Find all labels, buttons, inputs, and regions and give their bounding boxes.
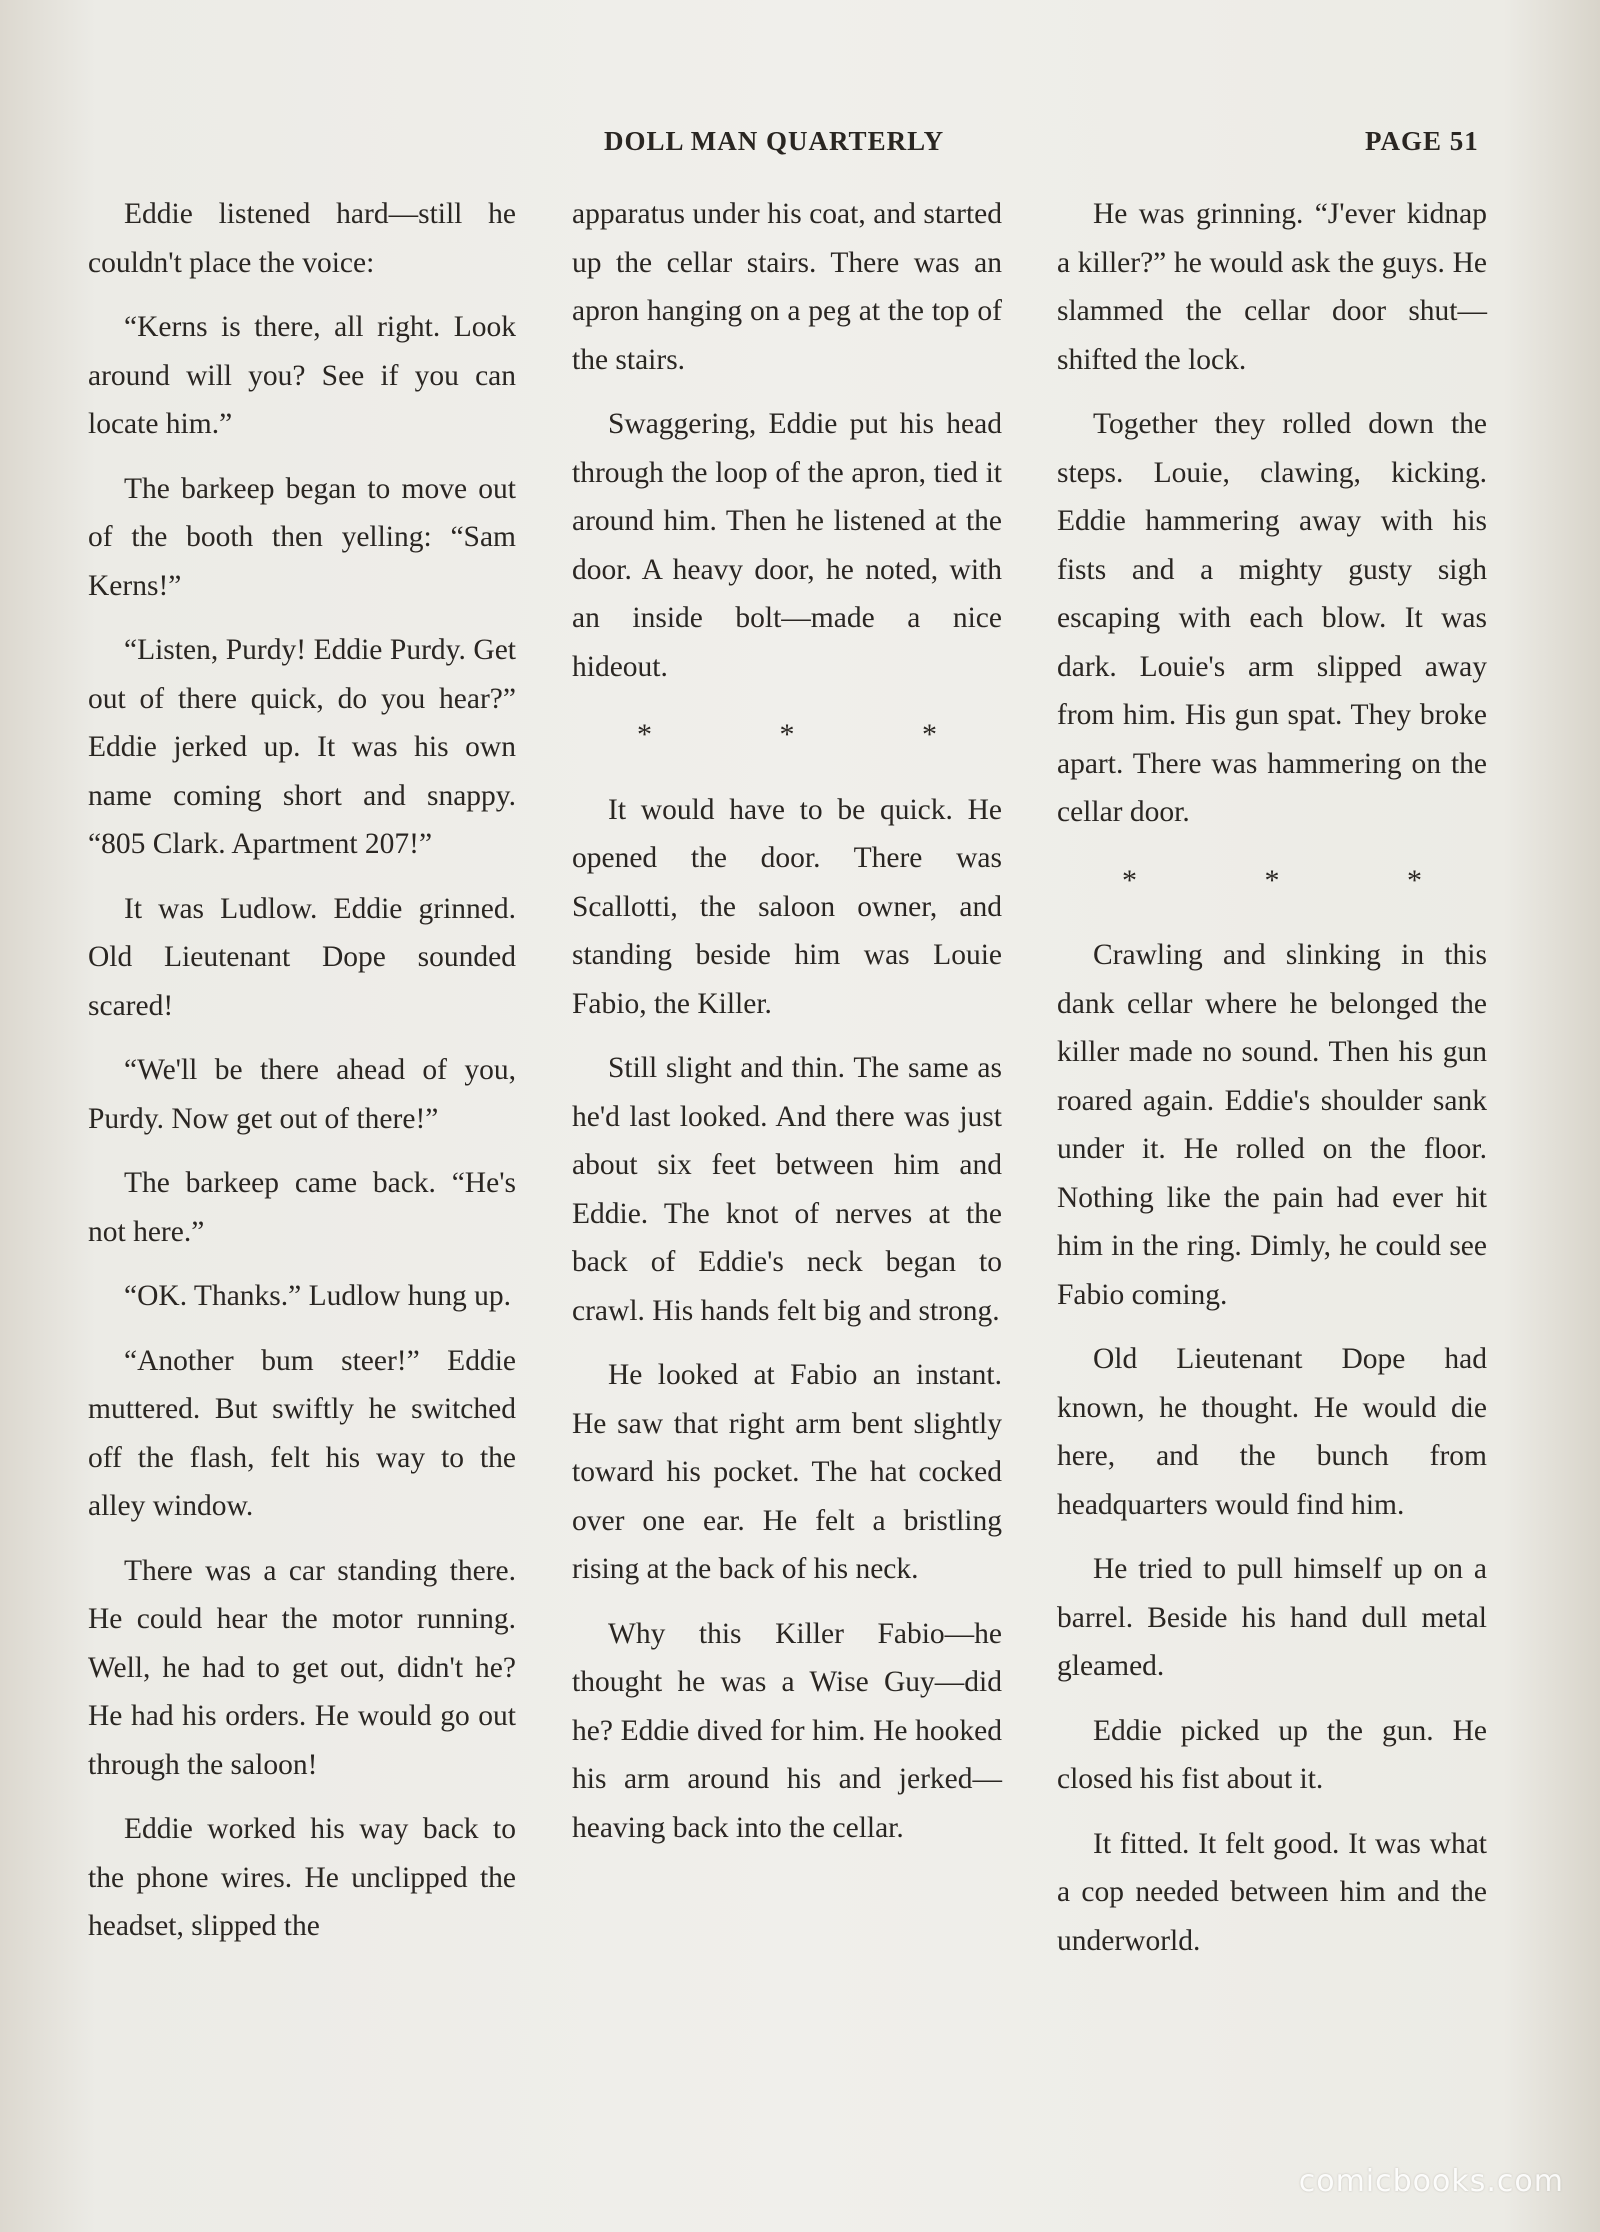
paragraph: The barkeep came back. “He's not here.”	[88, 1167, 516, 1248]
text-column-2	[572, 190, 1002, 1868]
paragraph: Why this Killer Fabio—he thought he was a Wise Guy—did he? Eddie dived for him. He hooked his arm around his and jerked—heaving back into the cellar.	[572, 1617, 1002, 1844]
page-number: PAGE 51	[1365, 126, 1479, 156]
paragraph: Eddie listened hard—still he couldn't place the voice:	[88, 198, 516, 279]
paragraph: “OK. Thanks.” Ludlow hung up.	[124, 1280, 512, 1312]
paragraph: Together they rolled down the steps. Louie, clawing, kicking. Eddie hammering away with his fists and a mighty gusty sigh escaping with each blow. It was dark. Louie's arm slipped away from him. His gun spat. They broke apart. There was hammering on the cellar door.	[1057, 408, 1487, 828]
paragraph: Old Lieutenant Dope had known, he thought. He would die here, and the bunch from headquarters would find him.	[1057, 1343, 1487, 1521]
paragraph: “We'll be there ahead of you, Purdy. Now get out of there!”	[88, 1054, 516, 1135]
paragraph: Eddie picked up the gun. He closed his fist about it.	[1057, 1714, 1487, 1795]
section-break: * * *	[637, 718, 997, 751]
paragraph: He tried to pull himself up on a barrel. Beside his hand dull metal gleamed.	[1057, 1553, 1487, 1682]
paragraph: “Listen, Purdy! Eddie Purdy. Get out of there quick, do you hear?” Eddie jerked up. It was his own name coming short and snappy. “805 Clark. Apartment 207!”	[88, 634, 516, 860]
paragraph: Still slight and thin. The same as he'd last looked. And there was just about six feet between him and Eddie. The knot of nerves at the back of Eddie's neck began to crawl. His hands felt big and strong.	[572, 1052, 1002, 1327]
paragraph: Swaggering, Eddie put his head through the loop of the apron, tied it around him. Then he listened at the door. A heavy door, he noted, with an inside bolt—made a nice hideout.	[572, 408, 1002, 683]
paragraph: Eddie worked his way back to the phone wires. He unclipped the headset, slipped the	[88, 1813, 516, 1942]
page-header	[0, 126, 1600, 166]
paragraph: There was a car standing there. He could hear the motor running. Well, he had to get out, didn't he? He had his orders. He would go out through the saloon!	[88, 1554, 516, 1781]
text-column-3	[1057, 190, 1487, 1981]
paragraph: It was Ludlow. Eddie grinned. Old Lieutenant Dope sounded scared!	[88, 892, 516, 1022]
magazine-title: DOLL MAN QUARTERLY	[604, 126, 945, 156]
section-break: * * *	[1122, 863, 1482, 897]
paragraph: He was grinning. “J'ever kidnap a killer?” he would ask the guys. He slammed the cellar door shut—shifted the lock.	[1057, 198, 1487, 376]
paragraph: It would have to be quick. He opened the door. There was Scallotti, the saloon owner, and standing beside him was Louie Fabio, the Killer.	[572, 793, 1002, 1020]
paragraph: apparatus under his coat, and started up the cellar stairs. There was an apron hanging on a peg at the top of the stairs.	[572, 198, 1002, 376]
text-column-1	[88, 190, 516, 1967]
paragraph: “Kerns is there, all right. Look around will you? See if you can locate him.”	[88, 311, 516, 440]
paragraph: It fitted. It felt good. It was what a cop needed between him and the underworld.	[1057, 1827, 1487, 1957]
paragraph: Crawling and slinking in this dank cellar where he belonged the killer made no sound. Then his gun roared again. Eddie's shoulder sank under it. He rolled on the floor. Nothing like the pain had ever hit him in the ring. Dimly, he could see Fabio coming.	[1057, 939, 1487, 1311]
paragraph: “Another bum steer!” Eddie muttered. But swiftly he switched off the flash, felt his way to the alley window.	[88, 1344, 516, 1522]
paragraph: He looked at Fabio an instant. He saw that right arm bent slightly toward his pocket. The hat cocked over one ear. He felt a bristling rising at the back of his neck.	[572, 1359, 1002, 1585]
watermark: comicbooks.com	[1298, 2164, 1564, 2199]
paragraph: The barkeep began to move out of the booth then yelling: “Sam Kerns!”	[88, 472, 516, 602]
